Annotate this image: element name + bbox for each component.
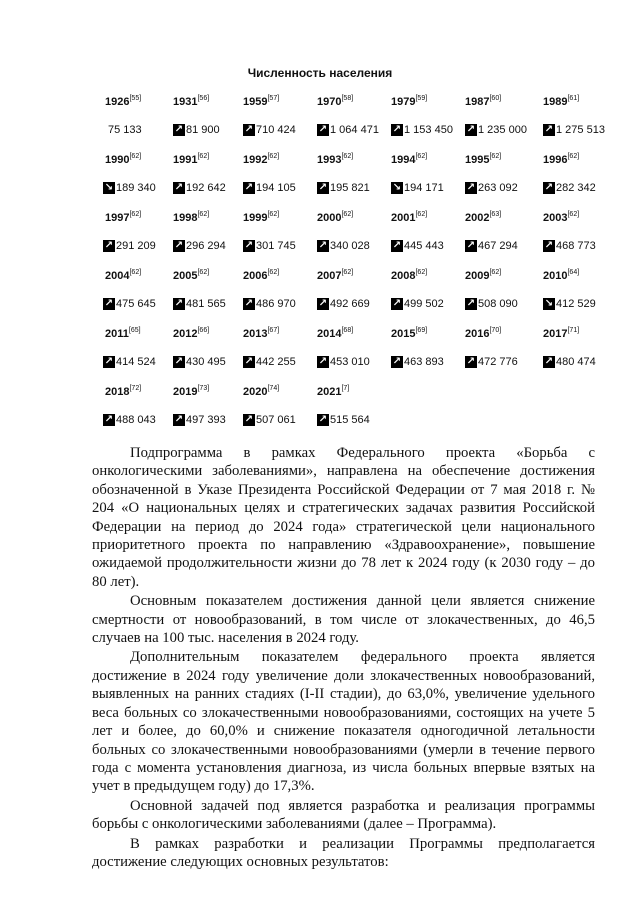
population-value: 508 090 [478, 298, 518, 310]
value-cell [173, 356, 243, 368]
value-cell [465, 298, 543, 310]
year-row [103, 204, 623, 230]
year-label: 1997 [105, 211, 130, 224]
footnote-ref-link[interactable]: [73] [197, 384, 210, 392]
year-cell [465, 327, 543, 340]
year-row [103, 146, 623, 172]
footnote-ref-link[interactable]: [60] [489, 94, 502, 102]
footnote-ref-link[interactable]: [62] [341, 152, 354, 160]
footnote-ref-link[interactable]: [59] [415, 94, 428, 102]
footnote-ref-link[interactable]: [62] [197, 210, 210, 218]
footnote-ref-link[interactable]: [74] [267, 384, 280, 392]
arrow-up-right-icon: ↗ [466, 182, 476, 193]
arrow-up-right-icon: ↗ [244, 356, 254, 367]
year-row [103, 88, 623, 114]
year-label: 2016 [465, 327, 490, 340]
value-cell [543, 240, 617, 252]
population-value: 75 133 [108, 124, 142, 136]
value-cell [103, 414, 173, 426]
value-cell [391, 298, 465, 310]
footnote-ref-link[interactable]: [69] [415, 326, 428, 334]
year-cell [465, 211, 543, 224]
value-row [103, 288, 623, 320]
footnote-ref-link[interactable]: [62] [567, 210, 580, 218]
population-value: 710 424 [256, 124, 296, 136]
year-cell [543, 153, 617, 166]
footnote-ref-link[interactable]: [61] [567, 94, 580, 102]
arrow-up-right-icon: ↗ [466, 240, 476, 251]
population-value: 481 565 [186, 298, 226, 310]
population-value: 263 092 [478, 182, 518, 194]
year-row [103, 262, 623, 288]
footnote-ref-link[interactable]: [62] [129, 210, 142, 218]
population-value: 515 564 [330, 414, 370, 426]
value-cell [391, 182, 465, 194]
value-cell [317, 298, 391, 310]
table-title: Численность населения [247, 66, 393, 80]
value-cell [103, 298, 173, 310]
value-cell [465, 182, 543, 194]
year-cell [543, 95, 617, 108]
footnote-ref-link[interactable]: [62] [341, 210, 354, 218]
year-row [103, 378, 623, 404]
population-value: 472 776 [478, 356, 518, 368]
footnote-ref-link[interactable]: [62] [415, 268, 428, 276]
year-cell [391, 269, 465, 282]
population-value: 430 495 [186, 356, 226, 368]
year-label: 1979 [391, 95, 416, 108]
arrow-down-right-icon: ↘ [104, 182, 114, 193]
year-label: 1992 [243, 153, 268, 166]
arrow-up-right-icon: ↗ [318, 356, 328, 367]
year-cell [103, 327, 173, 340]
year-label: 1994 [391, 153, 416, 166]
year-cell [173, 95, 243, 108]
year-cell [465, 153, 543, 166]
value-cell [317, 182, 391, 194]
arrow-up-right-icon: ↗ [318, 240, 328, 251]
footnote-ref-link[interactable]: [58] [341, 94, 354, 102]
population-value: 468 773 [556, 240, 596, 252]
year-label: 2021 [317, 385, 342, 398]
value-row [103, 172, 623, 204]
arrow-up-right-icon: ↗ [244, 182, 254, 193]
year-label: 1987 [465, 95, 490, 108]
year-cell [465, 269, 543, 282]
footnote-ref-link[interactable]: [7] [341, 384, 350, 392]
year-cell [391, 153, 465, 166]
year-cell [317, 95, 391, 108]
population-value: 291 209 [116, 240, 156, 252]
population-value: 301 745 [256, 240, 296, 252]
population-value: 467 294 [478, 240, 518, 252]
population-value: 1 064 471 [330, 124, 379, 136]
year-label: 1999 [243, 211, 268, 224]
year-label: 1989 [543, 95, 568, 108]
year-cell [173, 211, 243, 224]
value-cell [317, 124, 391, 136]
footnote-ref-link[interactable]: [62] [489, 268, 502, 276]
population-value: 194 171 [404, 182, 444, 194]
year-cell [391, 211, 465, 224]
year-label: 1996 [543, 153, 568, 166]
arrow-up-right-icon: ↗ [466, 356, 476, 367]
population-value: 507 061 [256, 414, 296, 426]
year-label: 2010 [543, 269, 568, 282]
paragraph: Основным показателем достижения данной цели является снижение смертности от новообразований, в том числе от злокачественных, до 46,5 случаев на 100 тыс. населения в 2024 году. [92, 593, 595, 647]
value-cell [173, 182, 243, 194]
value-cell [173, 124, 243, 136]
year-label: 2009 [465, 269, 490, 282]
value-cell [173, 240, 243, 252]
footnote-ref-link[interactable]: [68] [341, 326, 354, 334]
year-cell [317, 153, 391, 166]
year-label: 1995 [465, 153, 490, 166]
footnote-ref-link[interactable]: [67] [267, 326, 280, 334]
value-cell [173, 298, 243, 310]
value-cell [243, 414, 317, 426]
arrow-up-right-icon: ↗ [318, 182, 328, 193]
footnote-ref-link[interactable]: [62] [415, 152, 428, 160]
population-value: 414 524 [116, 356, 156, 368]
year-label: 2011 [105, 327, 129, 340]
year-label: 2003 [543, 211, 568, 224]
arrow-up-right-icon: ↗ [392, 298, 402, 309]
population-value: 194 105 [256, 182, 296, 194]
arrow-up-right-icon: ↗ [466, 298, 476, 309]
population-value: 492 669 [330, 298, 370, 310]
year-label: 2019 [173, 385, 198, 398]
population-value: 475 645 [116, 298, 156, 310]
year-label: 2002 [465, 211, 490, 224]
year-label: 2020 [243, 385, 268, 398]
footnote-ref-link[interactable]: [65] [128, 326, 141, 334]
footnote-ref-link[interactable]: [62] [129, 268, 142, 276]
paragraph: Основной задачей под является разработка и реализация программы борьбы с онкологическими заболеваниями (далее – Программа). [92, 797, 595, 833]
year-cell [103, 153, 173, 166]
arrow-up-right-icon: ↗ [244, 124, 254, 135]
footnote-ref-link[interactable]: [72] [129, 384, 142, 392]
population-value: 189 340 [116, 182, 156, 194]
footnote-ref-link[interactable]: [64] [567, 268, 580, 276]
arrow-up-right-icon: ↗ [174, 124, 184, 135]
value-cell [391, 356, 465, 368]
population-value: 412 529 [556, 298, 596, 310]
year-cell [103, 269, 173, 282]
year-label: 2012 [173, 327, 198, 340]
value-cell [391, 240, 465, 252]
year-label: 1970 [317, 95, 342, 108]
population-value: 442 255 [256, 356, 296, 368]
value-cell [391, 124, 465, 136]
population-value: 340 028 [330, 240, 370, 252]
arrow-up-right-icon: ↗ [174, 356, 184, 367]
footnote-ref-link[interactable]: [70] [489, 326, 502, 334]
arrow-up-right-icon: ↗ [174, 240, 184, 251]
footnote-ref-link[interactable]: [62] [489, 152, 502, 160]
year-cell [173, 327, 243, 340]
arrow-down-right-icon: ↘ [392, 182, 402, 193]
arrow-up-right-icon: ↗ [392, 356, 402, 367]
year-cell [173, 269, 243, 282]
value-cell [317, 240, 391, 252]
year-cell [391, 327, 465, 340]
value-cell [243, 182, 317, 194]
value-cell [173, 414, 243, 426]
arrow-up-right-icon: ↗ [104, 240, 114, 251]
arrow-up-right-icon: ↗ [244, 414, 254, 425]
arrow-down-right-icon: ↘ [544, 298, 554, 309]
value-cell [243, 124, 317, 136]
year-cell [243, 95, 317, 108]
footnote-ref-link[interactable]: [57] [267, 94, 280, 102]
year-cell [173, 385, 243, 398]
footnote-ref-link[interactable]: [55] [129, 94, 142, 102]
arrow-up-right-icon: ↗ [544, 356, 554, 367]
year-label: 1993 [317, 153, 342, 166]
value-cell [243, 356, 317, 368]
population-value: 1 275 513 [556, 124, 605, 136]
arrow-up-right-icon: ↗ [392, 124, 402, 135]
year-cell [391, 95, 465, 108]
value-cell [243, 298, 317, 310]
arrow-up-right-icon: ↗ [392, 240, 402, 251]
arrow-up-right-icon: ↗ [318, 124, 328, 135]
footnote-ref-link[interactable]: [63] [489, 210, 502, 218]
arrow-up-right-icon: ↗ [104, 356, 114, 367]
population-value: 1 235 000 [478, 124, 527, 136]
body-text [92, 444, 595, 872]
year-cell [173, 153, 243, 166]
arrow-up-right-icon: ↗ [104, 414, 114, 425]
population-value: 497 393 [186, 414, 226, 426]
value-cell [103, 356, 173, 368]
year-cell [243, 153, 317, 166]
year-cell [317, 269, 391, 282]
value-row [103, 114, 623, 146]
population-value: 192 642 [186, 182, 226, 194]
year-label: 2013 [243, 327, 268, 340]
year-cell [465, 95, 543, 108]
year-cell [243, 385, 317, 398]
year-cell [103, 95, 173, 108]
year-label: 1991 [173, 153, 198, 166]
year-row [103, 320, 623, 346]
population-value: 81 900 [186, 124, 220, 136]
footnote-ref-link[interactable]: [62] [267, 152, 280, 160]
value-cell [465, 240, 543, 252]
year-cell [103, 385, 173, 398]
value-cell [103, 182, 173, 194]
arrow-up-right-icon: ↗ [174, 182, 184, 193]
arrow-up-right-icon: ↗ [104, 298, 114, 309]
value-cell [465, 124, 543, 136]
arrow-up-right-icon: ↗ [318, 298, 328, 309]
value-cell [317, 356, 391, 368]
arrow-up-right-icon: ↗ [544, 240, 554, 251]
arrow-up-right-icon: ↗ [244, 240, 254, 251]
value-row [103, 404, 623, 436]
footnote-ref-link[interactable]: [56] [197, 94, 210, 102]
arrow-up-right-icon: ↗ [244, 298, 254, 309]
value-cell [465, 356, 543, 368]
value-cell [317, 414, 391, 426]
footnote-ref-link[interactable]: [62] [129, 152, 142, 160]
year-cell [243, 269, 317, 282]
year-label: 2000 [317, 211, 342, 224]
population-value: 195 821 [330, 182, 370, 194]
year-label: 1931 [173, 95, 198, 108]
year-label: 2015 [391, 327, 416, 340]
population-value: 488 043 [116, 414, 156, 426]
population-value: 282 342 [556, 182, 596, 194]
year-label: 2005 [173, 269, 198, 282]
year-label: 2007 [317, 269, 342, 282]
year-label: 1926 [105, 95, 130, 108]
value-cell [543, 356, 617, 368]
year-cell [543, 211, 617, 224]
value-cell [103, 240, 173, 252]
year-label: 1959 [243, 95, 268, 108]
year-label: 1990 [105, 153, 130, 166]
year-label: 2004 [105, 269, 130, 282]
population-value: 1 153 450 [404, 124, 453, 136]
year-cell [543, 327, 617, 340]
population-value: 480 474 [556, 356, 596, 368]
arrow-up-right-icon: ↗ [174, 414, 184, 425]
footnote-ref-link[interactable]: [66] [197, 326, 210, 334]
arrow-up-right-icon: ↗ [544, 124, 554, 135]
arrow-up-right-icon: ↗ [544, 182, 554, 193]
arrow-up-right-icon: ↗ [466, 124, 476, 135]
value-cell [543, 298, 617, 310]
arrow-up-right-icon: ↗ [174, 298, 184, 309]
year-cell [317, 385, 391, 398]
value-cell [543, 124, 617, 136]
population-value: 486 970 [256, 298, 296, 310]
value-row [103, 346, 623, 378]
value-cell [243, 240, 317, 252]
footnote-ref-link[interactable]: [62] [267, 268, 280, 276]
paragraph: В рамках разработки и реализации Программы предполагается достижение следующих основных результатов: [92, 835, 595, 870]
footnote-ref-link[interactable]: [62] [567, 152, 580, 160]
population-table [103, 88, 623, 436]
footnote-ref-link[interactable]: [62] [415, 210, 428, 218]
population-value: 463 893 [404, 356, 444, 368]
year-label: 1998 [173, 211, 198, 224]
population-value: 453 010 [330, 356, 370, 368]
footnote-ref-link[interactable]: [62] [197, 152, 210, 160]
footnote-ref-link[interactable]: [62] [197, 268, 210, 276]
year-label: 2008 [391, 269, 416, 282]
year-label: 2001 [391, 211, 416, 224]
year-cell [317, 327, 391, 340]
population-value: 499 502 [404, 298, 444, 310]
year-label: 2018 [105, 385, 130, 398]
year-cell [243, 327, 317, 340]
year-cell [243, 211, 317, 224]
year-cell [543, 269, 617, 282]
paragraph: Подпрограмма в рамках Федерального проекта «Борьба с онкологическими заболеваниями», направлена на обеспечение достижения обозначенной в Указе Президента Российской Федерации от 7 мая 2018 г. № 204 «О национальных целях и стратегических задачах развития Российской Федерации на период до 2024 года» стратегической цели национального приоритетного проекта по направлению «Здравоохранение», повышение ожидаемой продолжительности жизни до 78 лет к 2024 году (к 2030 году – до 80 лет). [92, 445, 595, 590]
value-cell [543, 182, 617, 194]
population-value: 445 443 [404, 240, 444, 252]
paragraph: Дополнительным показателем федерального проекта является достижение в 2024 году увеличение доли злокачественных новообразований, выявленных на ранних стадиях (I-II стадии), до 63,0%, увеличение удельного веса больных со злокачественными новообразованиями, состоящих на учете 5 лет и более, до 60,0% и снижение показателя одногодичной летальности больных со злокачественными новообразованиями (умерли в течение первого года с момента установления диагноза, из числа больных впервые взятых на учет в предыдущем году) до 17,3%. [92, 649, 595, 795]
year-label: 2006 [243, 269, 268, 282]
value-cell [103, 124, 173, 136]
population-value: 296 294 [186, 240, 226, 252]
value-row [103, 230, 623, 262]
footnote-ref-link[interactable]: [62] [267, 210, 280, 218]
year-label: 2014 [317, 327, 342, 340]
year-label: 2017 [543, 327, 568, 340]
year-cell [317, 211, 391, 224]
arrow-up-right-icon: ↗ [318, 414, 328, 425]
footnote-ref-link[interactable]: [62] [341, 268, 354, 276]
year-cell [103, 211, 173, 224]
footnote-ref-link[interactable]: [71] [567, 326, 580, 334]
